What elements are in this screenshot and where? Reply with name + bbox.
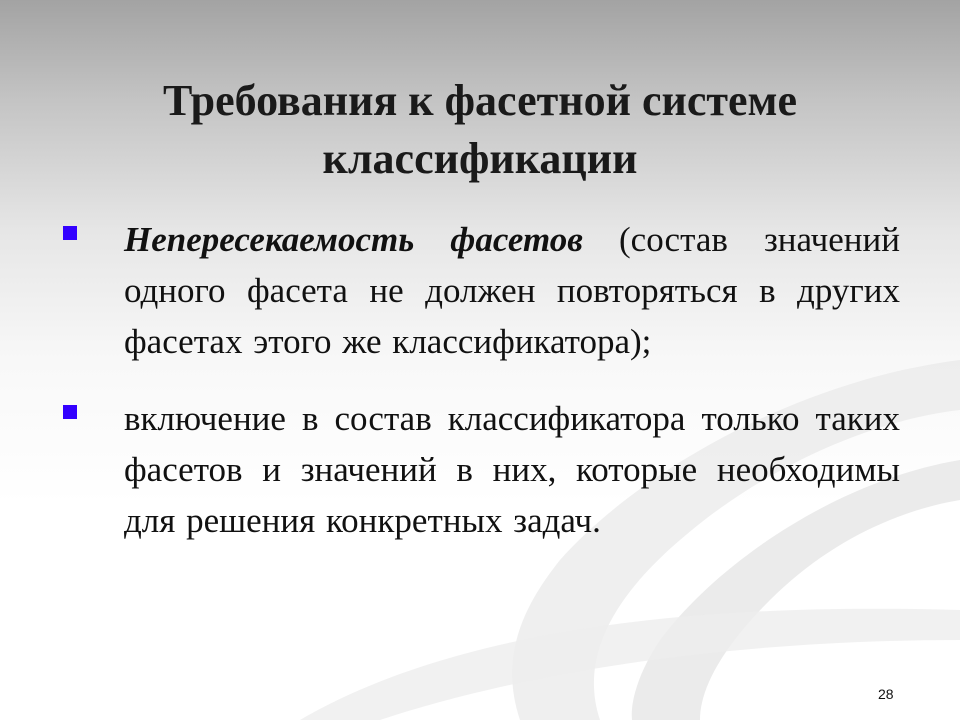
bullet-item bbox=[0, 393, 960, 546]
bullet-list bbox=[0, 214, 960, 572]
bullet-item bbox=[0, 214, 960, 367]
bullet-text bbox=[124, 393, 900, 546]
page-number: 28 bbox=[878, 686, 894, 702]
bullet-text bbox=[124, 214, 900, 367]
bullet-body: (состав значений одного фасета не должен повторяться в других фасетах этого же классификатора); bbox=[124, 220, 900, 361]
slide-title: Требования к фасетной системе классификации bbox=[162, 76, 798, 183]
bullet-emphasis: Непересекаемость фасетов bbox=[124, 220, 583, 259]
square-bullet-icon bbox=[63, 226, 77, 240]
bullet-body: включение в состав классификатора только таких фасетов и значений в них, которые необходимы для решения конкретных задач. bbox=[124, 399, 900, 540]
square-bullet-icon bbox=[63, 405, 77, 419]
